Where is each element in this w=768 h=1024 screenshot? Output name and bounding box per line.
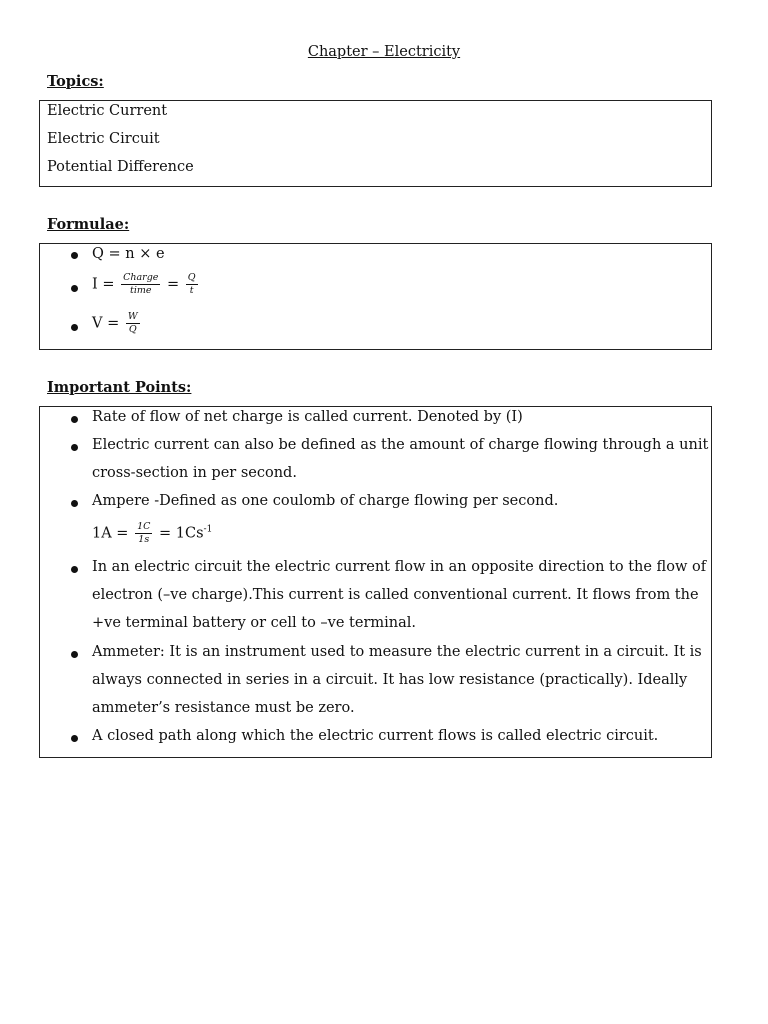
fraction-numerator: Q: [187, 272, 196, 283]
fraction: [135, 521, 152, 546]
point-text: Rate of flow of net charge is called current. Denoted by (I): [92, 409, 523, 425]
formulae-box: [39, 243, 712, 350]
bullet-icon: [71, 444, 78, 451]
equals-sign: =: [167, 276, 180, 293]
topic-item: Potential Difference: [47, 159, 194, 175]
point-text: +ve terminal battery or cell to –ve terminal.: [92, 615, 416, 631]
point-text: electron (–ve charge).This current is called conventional current. It flows from the: [92, 587, 699, 603]
fraction: [121, 272, 160, 297]
topics-heading: Topics:: [47, 73, 104, 90]
fraction: [126, 311, 140, 336]
bullet-icon: [71, 285, 78, 292]
bullet-icon: [71, 252, 78, 259]
bullet-icon: [71, 324, 78, 331]
bullet-icon: [71, 566, 78, 573]
equation-suffix: = 1Cs: [159, 525, 204, 542]
fraction-numerator: W: [127, 311, 138, 322]
point-text: A closed path along which the electric current flows is called electric circuit.: [92, 728, 659, 744]
fraction-denominator: Q: [128, 324, 137, 335]
point-text: ammeter’s resistance must be zero.: [92, 700, 355, 716]
fraction-denominator: 1s: [138, 534, 150, 545]
formula-text: [92, 311, 142, 336]
formula-prefix: V =: [92, 315, 120, 332]
bullet-icon: [71, 651, 78, 658]
bullet-icon: [71, 416, 78, 423]
formula-prefix: I =: [92, 276, 115, 293]
fraction-denominator: time: [130, 285, 152, 296]
bullet-icon: [71, 735, 78, 742]
point-text: always connected in series in a circuit. It has low resistance (practically). Ideally: [92, 672, 688, 688]
formulae-heading: Formulae:: [47, 216, 130, 233]
fraction: [186, 272, 198, 297]
point-text: Ampere -Defined as one coulomb of charge flowing per second.: [92, 493, 559, 509]
topic-item: Electric Circuit: [47, 131, 160, 147]
formula-text: [92, 272, 200, 297]
topic-item: Electric Current: [47, 103, 168, 119]
point-text: In an electric circuit the electric current flow in an opposite direction to the flow of: [92, 559, 707, 575]
points-heading: Important Points:: [47, 379, 192, 396]
fraction-numerator: Charge: [123, 272, 159, 283]
equation-prefix: 1A =: [92, 525, 129, 542]
fraction-denominator: t: [189, 285, 194, 296]
bullet-icon: [71, 500, 78, 507]
point-text: cross-section in per second.: [92, 465, 297, 481]
point-text: Ammeter: It is an instrument used to measure the electric current in a circuit. It is: [92, 644, 702, 660]
points-box: [39, 406, 712, 758]
point-text: Electric current can also be defined as the amount of charge flowing through a unit: [92, 437, 709, 453]
fraction-numerator: 1C: [137, 521, 151, 532]
superscript: -1: [203, 524, 213, 535]
topics-box: [39, 100, 712, 187]
formula-text: Q = n × e: [92, 246, 165, 262]
page-title: Chapter – Electricity: [307, 44, 461, 60]
ampere-equation: [92, 521, 212, 546]
